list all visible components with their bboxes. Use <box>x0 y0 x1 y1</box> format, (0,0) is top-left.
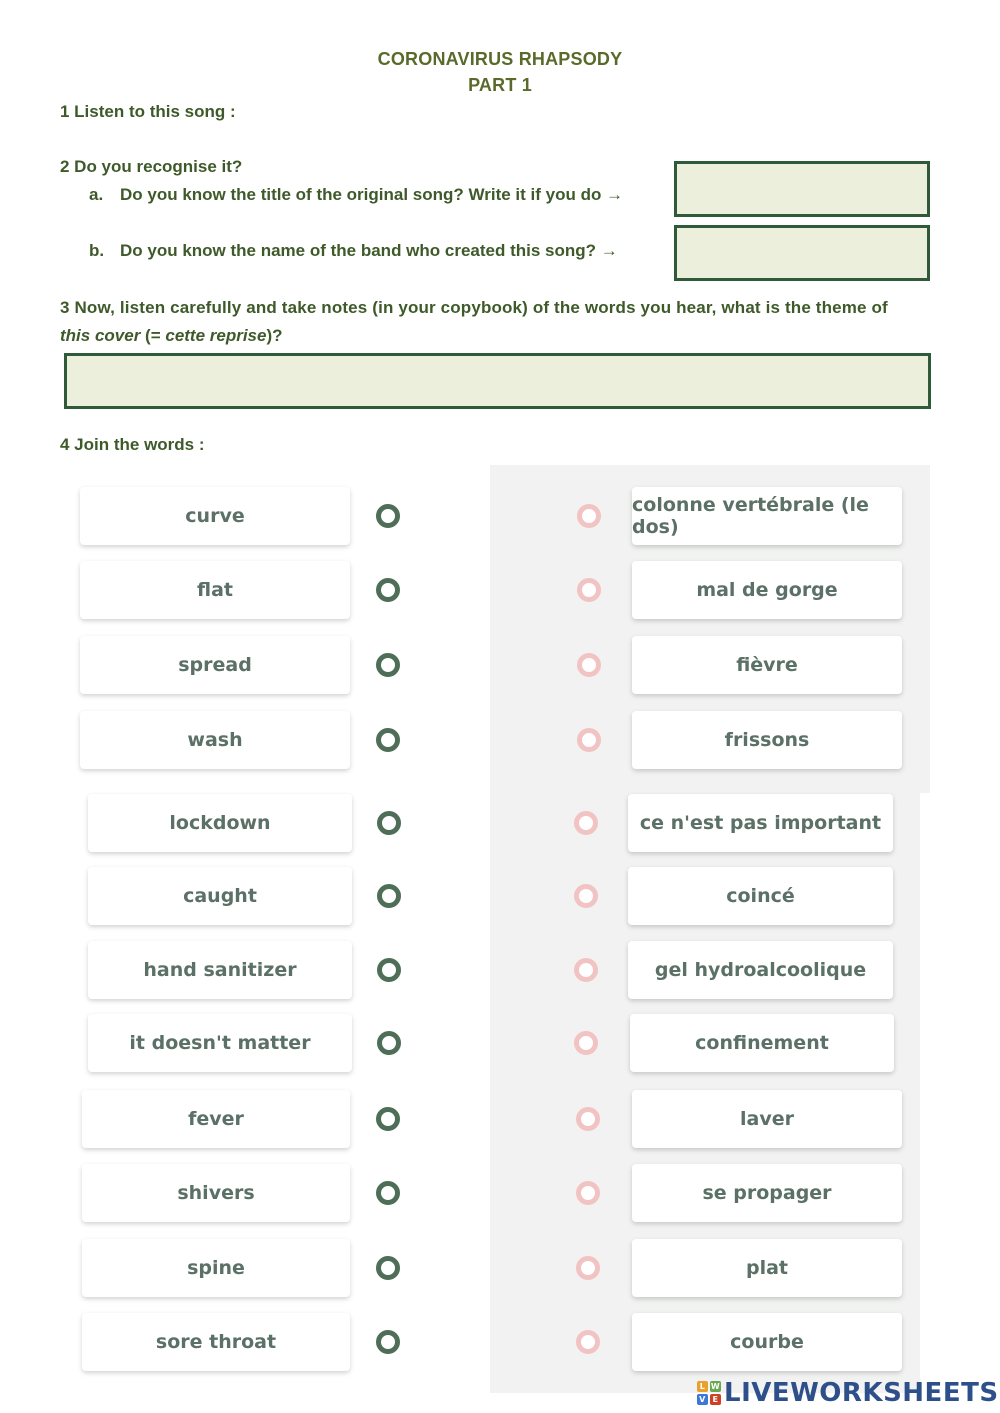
question-4: 4 Join the words : <box>60 435 205 454</box>
left-word-card: shivers <box>82 1164 350 1222</box>
left-word-card: wash <box>80 711 350 769</box>
worksheet-title: CORONAVIRUS RHAPSODY <box>377 49 623 69</box>
right-connector-dot[interactable] <box>576 1107 600 1131</box>
right-word-card: se propager <box>632 1164 902 1222</box>
right-word-card: courbe <box>632 1313 902 1371</box>
left-word-card: spine <box>82 1239 350 1297</box>
right-word-card: gel hydroalcoolique <box>628 941 893 999</box>
right-connector-dot[interactable] <box>576 1330 600 1354</box>
left-word-card: lockdown <box>88 794 352 852</box>
left-word-card: it doesn't matter <box>88 1014 352 1072</box>
right-word-card: fièvre <box>632 636 902 694</box>
left-connector-dot[interactable] <box>377 884 401 908</box>
left-connector-dot[interactable] <box>376 578 400 602</box>
answer-box-band-name[interactable] <box>674 225 930 281</box>
left-connector-dot[interactable] <box>376 1181 400 1205</box>
right-connector-dot[interactable] <box>577 578 601 602</box>
logo-icon <box>697 1381 721 1405</box>
answer-box-theme[interactable] <box>64 353 931 409</box>
question-2b-marker: b. <box>89 241 105 260</box>
right-connector-dot[interactable] <box>574 1031 598 1055</box>
question-2a: Do you know the title of the original song? Write it if you do → <box>120 185 624 204</box>
right-word-card: mal de gorge <box>632 561 902 619</box>
question-2: 2 Do you recognise it? <box>60 157 243 176</box>
right-connector-dot[interactable] <box>574 958 598 982</box>
question-3-line1: 3 Now, listen carefully and take notes (in your copybook) of the words you hear, what is the theme of <box>60 298 888 317</box>
question-1: 1 Listen to this song : <box>60 102 236 121</box>
left-word-card: fever <box>82 1090 350 1148</box>
right-word-card: frissons <box>632 711 902 769</box>
logo-tile: V <box>697 1394 708 1405</box>
left-word-card: hand sanitizer <box>88 941 352 999</box>
right-connector-dot[interactable] <box>577 653 601 677</box>
right-word-card: confinement <box>630 1014 894 1072</box>
right-connector-dot[interactable] <box>576 1181 600 1205</box>
question-2b: Do you know the name of the band who created this song? → <box>120 241 618 260</box>
left-connector-dot[interactable] <box>376 728 400 752</box>
left-connector-dot[interactable] <box>376 1330 400 1354</box>
left-connector-dot[interactable] <box>377 958 401 982</box>
left-connector-dot[interactable] <box>376 1256 400 1280</box>
left-connector-dot[interactable] <box>377 1031 401 1055</box>
right-word-card: colonne vertébrale (le dos) <box>632 487 902 545</box>
question-3-end: )? <box>266 326 283 345</box>
logo-tile: L <box>697 1381 708 1392</box>
logo-tile: W <box>710 1382 721 1391</box>
left-word-card: caught <box>88 867 352 925</box>
left-connector-dot[interactable] <box>377 811 401 835</box>
left-word-card: curve <box>80 487 350 545</box>
right-connector-dot[interactable] <box>576 1256 600 1280</box>
question-3-mid: (= <box>140 326 166 345</box>
left-connector-dot[interactable] <box>376 504 400 528</box>
left-connector-dot[interactable] <box>376 653 400 677</box>
question-3-line2 <box>60 326 283 346</box>
logo-text: LIVEWORKSHEETS <box>724 1378 999 1408</box>
right-word-card: plat <box>632 1239 902 1297</box>
right-connector-dot[interactable] <box>577 504 601 528</box>
answer-box-original-title[interactable] <box>674 161 930 217</box>
right-connector-dot[interactable] <box>574 884 598 908</box>
left-connector-dot[interactable] <box>376 1107 400 1131</box>
question-2a-marker: a. <box>89 185 104 204</box>
right-connector-dot[interactable] <box>577 728 601 752</box>
left-word-card: spread <box>80 636 350 694</box>
right-word-card: ce n'est pas important <box>628 794 893 852</box>
liveworksheets-logo <box>697 1378 999 1408</box>
worksheet-subtitle: PART 1 <box>468 75 532 95</box>
left-word-card: sore throat <box>82 1313 350 1371</box>
right-word-card: coincé <box>628 867 893 925</box>
right-word-card: laver <box>632 1090 902 1148</box>
right-connector-dot[interactable] <box>574 811 598 835</box>
left-word-card: flat <box>80 561 350 619</box>
logo-tile: E <box>710 1394 721 1405</box>
question-3-italic-1: this cover <box>60 326 141 345</box>
question-3-italic-2: cette reprise <box>165 326 267 345</box>
